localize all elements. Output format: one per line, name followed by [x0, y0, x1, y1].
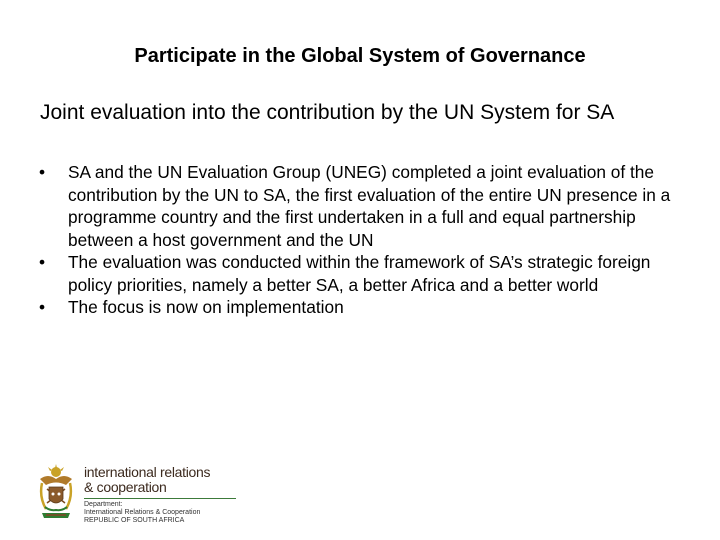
section-heading: Joint evaluation into the contribution by the UN System for SA	[40, 101, 615, 124]
bullet-text: The focus is now on implementation	[68, 297, 344, 317]
logo-text	[84, 465, 244, 525]
logo-line-4: International Relations & Cooperation	[84, 509, 201, 516]
coat-of-arms-icon	[36, 463, 76, 521]
bullet-text: The evaluation was conducted within the framework of SA’s strategic foreign policy priorities, namely a better SA, a better Africa and a better world	[68, 252, 651, 295]
logo-divider	[84, 498, 236, 499]
logo-line-5: REPUBLIC OF SOUTH AFRICA	[84, 517, 185, 524]
slide-title: Participate in the Global System of Governance	[134, 45, 586, 67]
bullet-symbol: •	[38, 297, 46, 317]
logo-line-2: & cooperation	[84, 479, 167, 495]
department-logo	[36, 463, 236, 524]
logo-line-1: international relations	[84, 464, 211, 480]
bullet-text: SA and the UN Evaluation Group (UNEG) completed a joint evaluation of the contribution by the UN to SA, the first evaluation of the entire UN presence in a programme country and the first undertaken in a full and equal partnership between a host government and the UN	[68, 162, 671, 250]
bullet-list	[30, 161, 690, 319]
bullet-item	[30, 296, 690, 319]
bullet-symbol: •	[38, 162, 46, 182]
bullet-item	[30, 251, 690, 296]
bullet-item	[30, 161, 690, 251]
logo-line-3: Department:	[84, 501, 123, 508]
bullet-symbol: •	[38, 252, 46, 272]
